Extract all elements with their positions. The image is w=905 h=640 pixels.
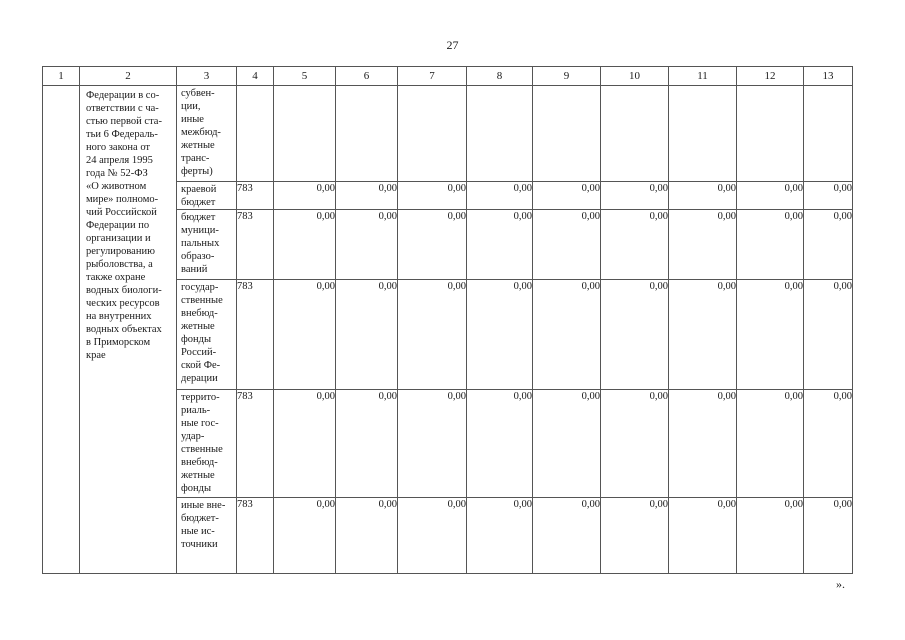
value-cell: 0,00	[601, 498, 669, 574]
value-cell	[274, 86, 336, 182]
description-text: Федерации в со- ответствии с ча- стью первой ста- тьи 6 Федераль- ного закона от 24 апреля 1995 года № 52-ФЗ «О животном мире» полномо- чий Российской Федерации по организации и регулированию рыболовства, а также охране водных биологи- ческих ресурсов на внутренних водных объектах в Приморском крае	[86, 90, 162, 361]
code-cell: 783	[237, 182, 274, 210]
value-cell	[467, 86, 533, 182]
value-cell: 0,00	[274, 498, 336, 574]
value-cell: 0,00	[533, 182, 601, 210]
value-cell: 0,00	[737, 390, 804, 498]
value-cell: 0,00	[601, 280, 669, 390]
source-cell: бюджет муници- пальных образо- ваний	[177, 210, 237, 280]
code-cell: 783	[237, 390, 274, 498]
value-cell: 0,00	[804, 390, 853, 498]
header-cell: 11	[669, 67, 737, 86]
value-cell: 0,00	[467, 390, 533, 498]
value-cell: 0,00	[669, 182, 737, 210]
value-cell: 0,00	[274, 210, 336, 280]
header-cell: 5	[274, 67, 336, 86]
value-cell: 0,00	[737, 280, 804, 390]
code-cell: 783	[237, 210, 274, 280]
budget-table	[42, 66, 853, 574]
value-cell: 0,00	[601, 182, 669, 210]
value-cell: 0,00	[737, 182, 804, 210]
header-cell: 8	[467, 67, 533, 86]
value-cell: 0,00	[533, 498, 601, 574]
value-cell: 0,00	[336, 498, 398, 574]
row-number-cell	[43, 86, 80, 574]
value-cell: 0,00	[336, 182, 398, 210]
header-cell: 12	[737, 67, 804, 86]
source-cell: иные вне- бюджет- ные ис- точники	[177, 498, 237, 574]
code-cell	[237, 86, 274, 182]
value-cell	[336, 86, 398, 182]
closing-quote-mark: ».	[836, 577, 845, 591]
value-cell: 0,00	[336, 280, 398, 390]
value-cell: 0,00	[669, 280, 737, 390]
header-cell: 9	[533, 67, 601, 86]
source-cell: краевой бюджет	[177, 182, 237, 210]
value-cell	[398, 86, 467, 182]
value-cell	[737, 86, 804, 182]
code-cell: 783	[237, 280, 274, 390]
value-cell: 0,00	[737, 210, 804, 280]
value-cell: 0,00	[737, 498, 804, 574]
value-cell: 0,00	[467, 182, 533, 210]
value-cell: 0,00	[274, 390, 336, 498]
value-cell: 0,00	[398, 498, 467, 574]
value-cell	[669, 86, 737, 182]
value-cell: 0,00	[398, 390, 467, 498]
value-cell: 0,00	[467, 210, 533, 280]
value-cell: 0,00	[467, 280, 533, 390]
header-cell: 13	[804, 67, 853, 86]
header-cell: 7	[398, 67, 467, 86]
value-cell: 0,00	[398, 210, 467, 280]
value-cell	[601, 86, 669, 182]
header-cell: 2	[80, 67, 177, 86]
value-cell: 0,00	[804, 280, 853, 390]
value-cell: 0,00	[804, 182, 853, 210]
header-cell: 3	[177, 67, 237, 86]
value-cell: 0,00	[398, 280, 467, 390]
value-cell: 0,00	[336, 210, 398, 280]
value-cell	[804, 86, 853, 182]
value-cell: 0,00	[601, 390, 669, 498]
value-cell: 0,00	[804, 498, 853, 574]
header-cell: 10	[601, 67, 669, 86]
header-cell: 6	[336, 67, 398, 86]
table-row	[43, 86, 853, 182]
source-cell: субвен- ции, иные межбюд- жетные транс- ферты)	[177, 86, 237, 182]
header-cell: 1	[43, 67, 80, 86]
value-cell: 0,00	[336, 390, 398, 498]
value-cell: 0,00	[533, 210, 601, 280]
value-cell: 0,00	[533, 280, 601, 390]
code-cell: 783	[237, 498, 274, 574]
value-cell	[533, 86, 601, 182]
source-cell: государ- ственные внебюд- жетные фонды Россий- ской Фе- дерации	[177, 280, 237, 390]
value-cell: 0,00	[274, 182, 336, 210]
header-row	[43, 67, 853, 86]
value-cell: 0,00	[669, 498, 737, 574]
value-cell: 0,00	[669, 210, 737, 280]
value-cell: 0,00	[467, 498, 533, 574]
page-number: 27	[446, 38, 459, 52]
value-cell: 0,00	[601, 210, 669, 280]
header-cell: 4	[237, 67, 274, 86]
source-cell: террито- риаль- ные гос- удар- ственные внебюд- жетные фонды	[177, 390, 237, 498]
value-cell: 0,00	[274, 280, 336, 390]
description-cell	[80, 86, 177, 574]
value-cell: 0,00	[398, 182, 467, 210]
value-cell: 0,00	[533, 390, 601, 498]
value-cell: 0,00	[669, 390, 737, 498]
value-cell: 0,00	[804, 210, 853, 280]
